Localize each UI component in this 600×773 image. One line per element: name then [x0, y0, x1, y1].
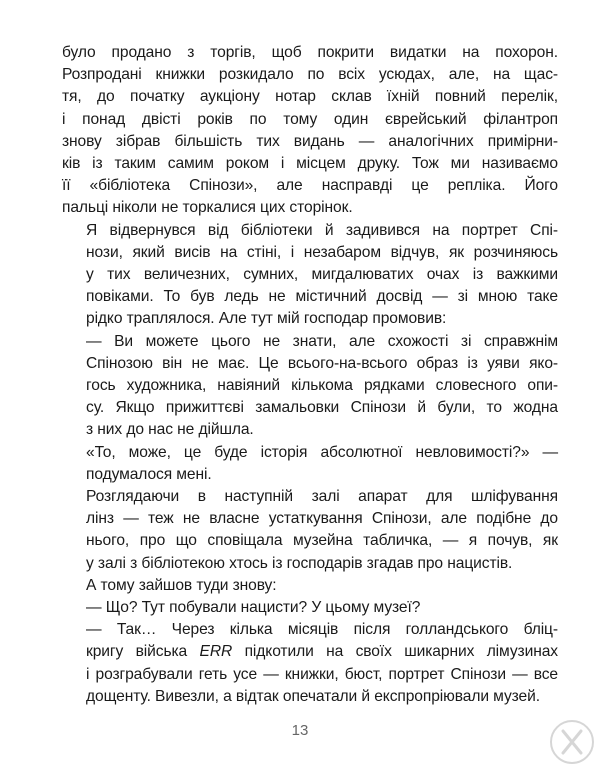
text-line: А тому зайшов туди знову: [86, 576, 277, 594]
text-line: було продано з торгів, щоб покрити видатки на похорон. [62, 44, 558, 61]
text-line: гось художника, навіяний кількома рядками словесного опи- [86, 377, 558, 395]
text-line: і понад двісті років по тому один єврейський філантроп [62, 110, 558, 128]
publisher-logo-icon [548, 718, 596, 766]
paragraph [62, 597, 558, 619]
text-line: нього, про що сповіщала музейна табличка, — я почув, як [86, 532, 558, 550]
text-line: — Ви можете цього не знати, але схожості зі справжнім [86, 332, 558, 350]
text-line: нози, який висів на стіні, і незабаром відчув, як розчиняюсь [86, 243, 558, 261]
text-line: з них до нас не дійшла. [86, 421, 254, 439]
text-line: Розглядаючи в наступній залі апарат для шліфування [86, 488, 558, 506]
text-line: «То, може, це буде історія абсолютної невловимості?» — [86, 443, 558, 461]
page-number: 13 [291, 722, 309, 739]
text-line: у залі з бібліотекою хтось із господарів згадав про нацистів. [86, 554, 513, 572]
text-line: Спінозою він не має. Це всього-на-всього образ із уяви яко- [86, 354, 558, 372]
text-line: тя, до початку аукціону нотар склав їхній повний перелік, [62, 88, 558, 106]
text-line: ків із таким самим роком і місцем друку. Тож ми називаємо [62, 155, 558, 173]
text-line: у тих величезних, сумних, мигдалюватих очах із важкими [86, 266, 558, 284]
text-line: подумалося мені. [86, 465, 212, 483]
paragraph [62, 42, 558, 220]
paragraph [62, 619, 558, 708]
text-line: її «бібліотека Спінози», але насправді це репліка. Його [62, 177, 558, 195]
paragraph [62, 486, 558, 575]
text-line: — Що? Тут побували нацисти? У цьому музеї? [86, 599, 421, 617]
text-line: су. Якщо прижиттєві замальовки Спінози й були, то жодна [86, 399, 558, 417]
text-line: дощенту. Вивезли, а відтак опечатали й експропріювали музей. [86, 687, 540, 705]
text-line: знову зібрав більшість тих видань — аналогічних примірни- [62, 132, 558, 150]
text-line: Розпродані книжки розкидало по всіх усюдах, але, на щас- [62, 66, 558, 84]
text-line: і розграбували геть усе — книжки, бюст, портрет Спінози — все [86, 665, 558, 683]
text-line: Я відвернувся від бібліотеки й задивився на портрет Спі- [86, 221, 558, 239]
text-line: рідко траплялося. Але тут мій господар промовив: [86, 310, 447, 328]
text-line: лінз — теж не власне устаткування Спінози, але подібне до [86, 510, 558, 528]
paragraph [62, 442, 558, 486]
paragraph [62, 331, 558, 442]
text-line: повіками. То був ледь не містичний досвід — зі мною таке [86, 288, 558, 306]
paragraph [62, 575, 558, 597]
text-line: — Так… Через кілька місяців після голландського бліц- [86, 621, 558, 639]
page-text [62, 42, 558, 708]
text-line: кригу війська ERR підкотили на своїх шикарних лімузинах [86, 643, 558, 661]
text-line: пальці ніколи не торкалися цих сторінок. [62, 199, 353, 217]
paragraph [62, 220, 558, 331]
